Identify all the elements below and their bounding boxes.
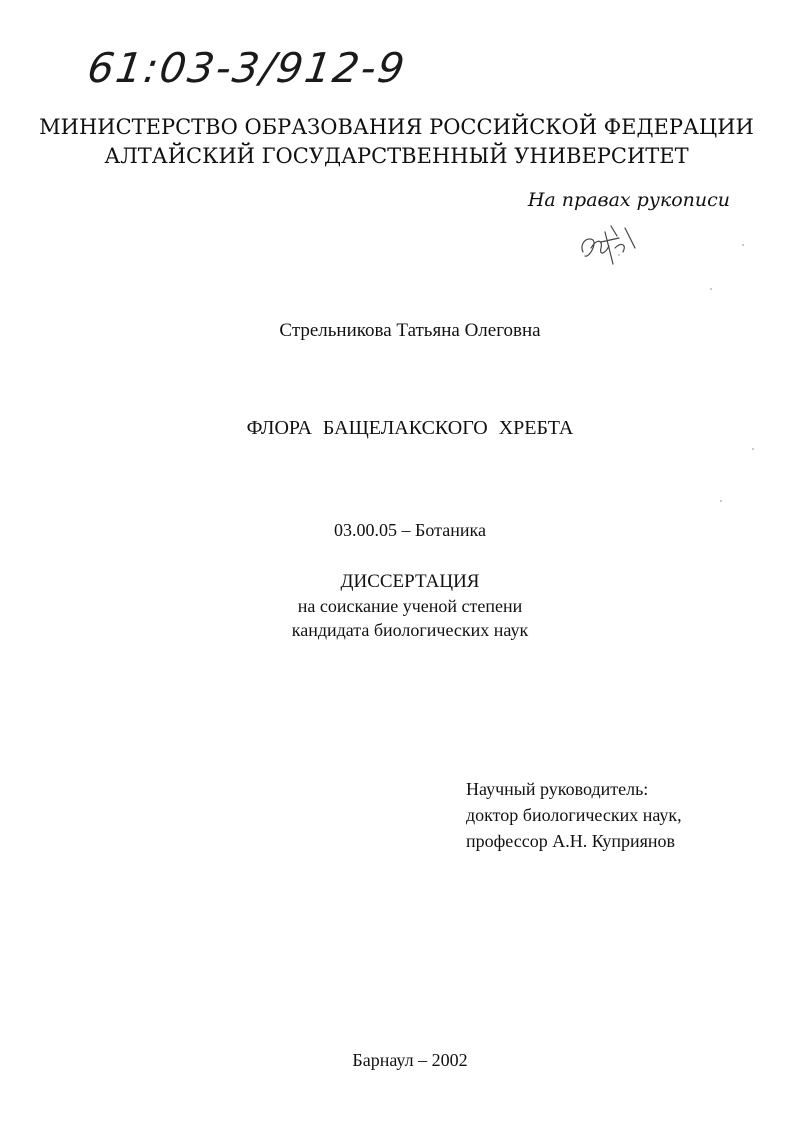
- supervisor-degree: доктор биологических наук,: [466, 805, 682, 825]
- scan-speck: [618, 254, 620, 256]
- archive-stamp: 61:03-3/912-9: [84, 44, 410, 92]
- signature-icon: [575, 218, 645, 270]
- dissertation-type: ДИССЕРТАЦИЯ: [340, 571, 480, 592]
- degree-line-1: на соискание ученой степени: [297, 596, 523, 616]
- ministry-name: МИНИСТЕРСТВО ОБРАЗОВАНИЯ РОССИЙСКОЙ ФЕДЕРАЦИИ: [39, 115, 754, 139]
- university-name: АЛТАЙСКИЙ ГОСУДАРСТВЕННЫЙ УНИВЕРСИТЕТ: [104, 144, 689, 168]
- rights-note: На правах рукописи: [527, 189, 730, 211]
- specialty-code: 03.00.05 – Ботаника: [334, 520, 486, 540]
- place-year: Барнаул – 2002: [352, 1050, 468, 1070]
- scan-speck: [720, 500, 722, 502]
- dissertation-block: [0, 570, 793, 642]
- dissertation-title: ФЛОРА БАЩЕЛАКСКОГО ХРЕБТА: [246, 417, 574, 439]
- institution-header: [0, 113, 793, 171]
- scan-speck: [752, 448, 754, 450]
- scan-speck: [742, 244, 744, 246]
- scan-speck: [710, 288, 712, 290]
- supervisor-label: Научный руководитель:: [466, 779, 649, 799]
- supervisor-name: профессор А.Н. Куприянов: [466, 831, 676, 851]
- supervisor-block: [466, 776, 682, 854]
- author-name: Стрельникова Татьяна Олеговна: [279, 320, 541, 341]
- degree-line-2: кандидата биологических наук: [291, 620, 529, 640]
